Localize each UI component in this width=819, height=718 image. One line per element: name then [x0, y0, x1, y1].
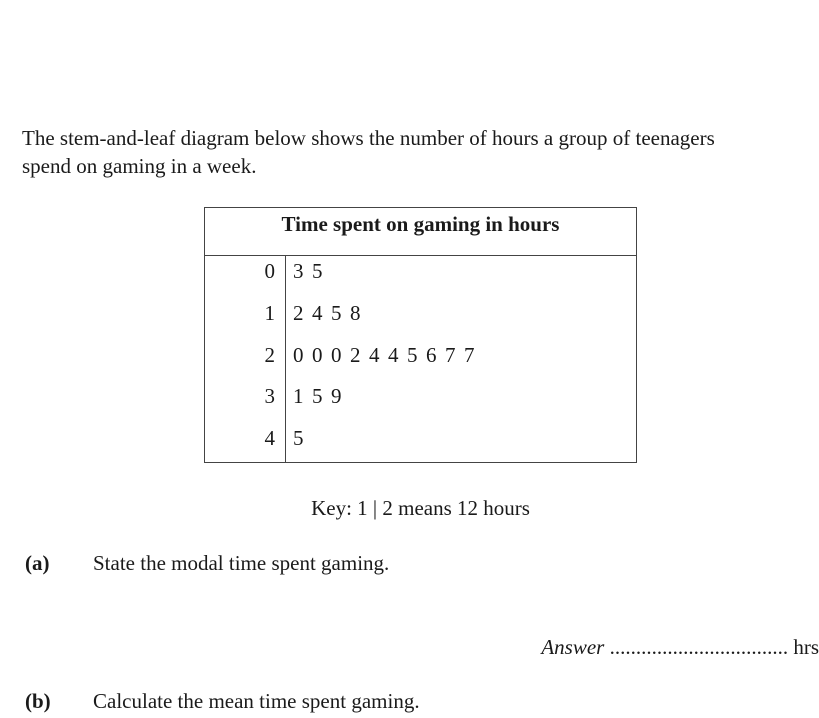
question-a-text: State the modal time spent gaming. — [93, 551, 390, 575]
question-a-label: (a) — [25, 551, 50, 575]
leaf: 5 — [312, 259, 323, 283]
question-b-text: Calculate the mean time spent gaming. — [93, 689, 420, 713]
stem-and-leaf-table — [204, 207, 637, 463]
table-row — [205, 301, 636, 341]
leaf: 3 — [293, 259, 304, 283]
table-row — [205, 259, 636, 299]
leaf-values — [293, 259, 331, 283]
table-title: Time spent on gaming in hours — [205, 208, 636, 256]
stem-value: 1 — [264, 301, 275, 325]
leaf: 5 — [312, 384, 323, 408]
leaf: 4 — [312, 301, 323, 325]
leaf-values — [293, 343, 483, 367]
table-row — [205, 384, 636, 424]
leaf: 5 — [407, 343, 418, 367]
leaf: 4 — [388, 343, 399, 367]
stem-value: 4 — [264, 426, 275, 450]
leaf: 5 — [331, 301, 342, 325]
leaf: 9 — [331, 384, 342, 408]
leaf-values — [293, 426, 312, 450]
leaf: 0 — [293, 343, 304, 367]
leaf: 0 — [312, 343, 323, 367]
leaf: 2 — [293, 301, 304, 325]
leaf: 1 — [293, 384, 304, 408]
answer-field[interactable]: .................................. — [609, 635, 789, 659]
answer-label: Answer — [541, 635, 605, 659]
diagram-key: Key: 1 | 2 means 12 hours — [311, 496, 530, 520]
leaf: 7 — [464, 343, 475, 367]
leaf-values — [293, 384, 350, 408]
leaf: 4 — [369, 343, 380, 367]
stem-value: 3 — [264, 384, 275, 408]
answer-unit: hrs — [793, 635, 819, 659]
answer-line — [541, 634, 819, 660]
stem-value: 0 — [264, 259, 275, 283]
leaf-values — [293, 301, 369, 325]
intro-text: The stem-and-leaf diagram below shows the number of hours a group of teenagers spend on gaming in a week. — [22, 126, 715, 178]
leaf: 7 — [445, 343, 456, 367]
table-row — [205, 343, 636, 383]
table-row — [205, 426, 636, 466]
stem-value: 2 — [264, 343, 275, 367]
leaf: 0 — [331, 343, 342, 367]
leaf: 6 — [426, 343, 437, 367]
question-b-label: (b) — [25, 689, 51, 713]
leaf: 5 — [293, 426, 304, 450]
leaf: 8 — [350, 301, 361, 325]
leaf: 2 — [350, 343, 361, 367]
